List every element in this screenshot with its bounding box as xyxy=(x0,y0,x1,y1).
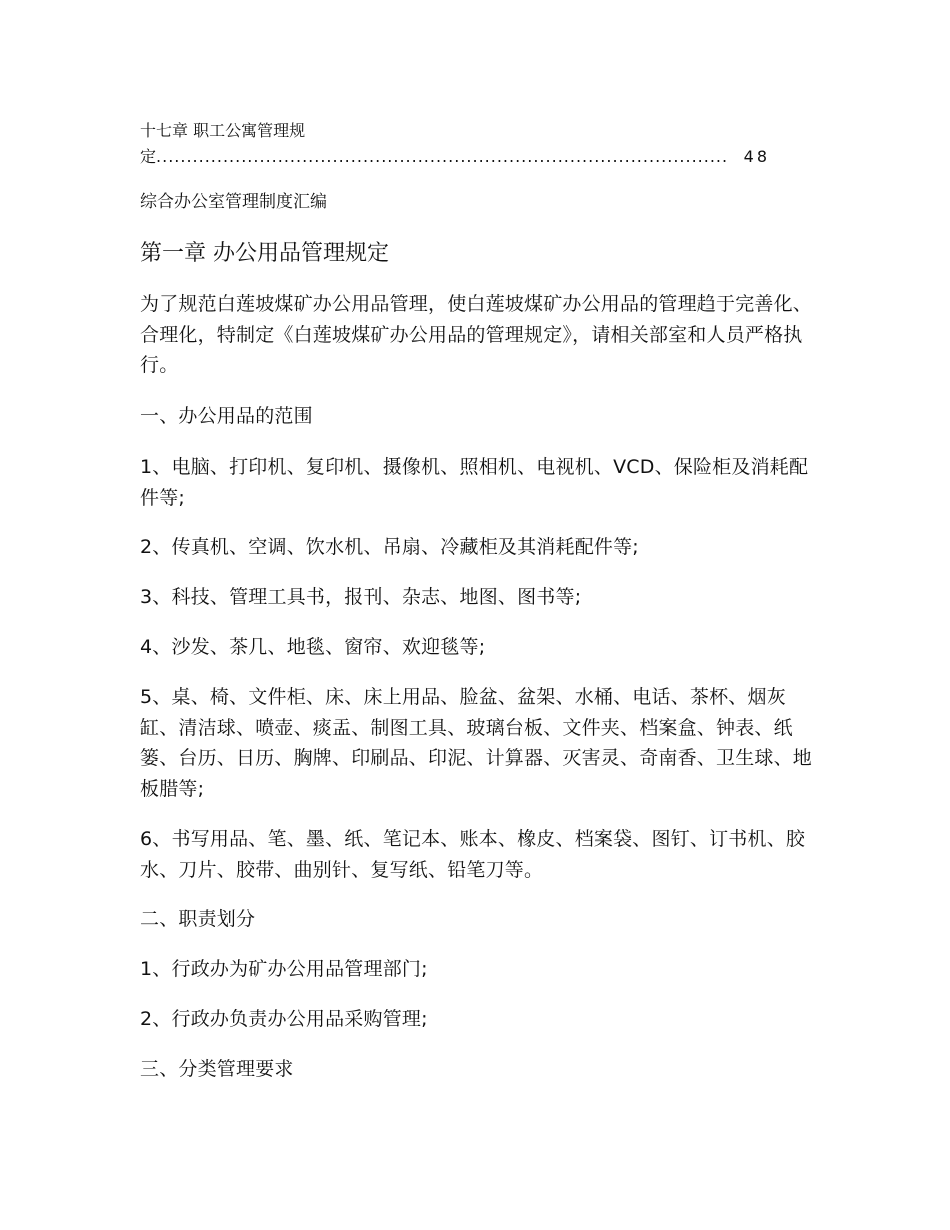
list-item: 3、科技、管理工具书，报刊、杂志、地图、图书等; xyxy=(140,586,582,608)
section-heading: 二、职责划分 xyxy=(140,908,256,930)
toc-entry[interactable] xyxy=(140,118,770,170)
list-item: 1、电脑、打印机、复印机、摄像机、照相机、电视机、VCD、保险柜及消耗配件等; xyxy=(140,456,809,509)
toc-entry-title-cont: 定 xyxy=(140,147,157,166)
section-heading: 一、办公用品的范围 xyxy=(140,405,313,427)
list-item: 2、传真机、空调、饮水机、吊扇、冷藏柜及其消耗配件等; xyxy=(140,536,639,558)
compilation-title: 综合办公室管理制度汇编 xyxy=(140,192,327,212)
intro-paragraph: 为了规范白莲坡煤矿办公用品管理，使白莲坡煤矿办公用品的管理趋于完善化、合理化，特制定《白莲坡煤矿办公用品的管理规定》，请相关部室和人员严格执行。 xyxy=(140,293,813,376)
chapter-title: 第一章 办公用品管理规定 xyxy=(140,241,389,266)
list-item: 6、书写用品、笔、墨、纸、笔记本、账本、橡皮、档案袋、图钉、订书机、胶水、刀片、胶带、曲别针、复写纸、铅笔刀等。 xyxy=(140,828,806,881)
list-item: 2、行政办负责办公用品采购管理; xyxy=(140,1008,428,1030)
toc-page-number: 48 xyxy=(743,147,770,166)
list-item: 1、行政办为矿办公用品管理部门; xyxy=(140,958,428,980)
toc-entry-line xyxy=(140,144,770,170)
list-item: 4、沙发、茶几、地毯、窗帘、欢迎毯等; xyxy=(140,636,486,658)
section-heading: 三、分类管理要求 xyxy=(140,1058,294,1080)
list-item: 5、桌、椅、文件柜、床、床上用品、脸盆、盆架、水桶、电话、茶杯、烟灰缸、清洁球、喷壶、痰盂、制图工具、玻璃台板、文件夹、档案盒、钟表、纸篓、台历、日历、胸牌、印刷品、印泥、计算器、灭害灵、奇南香、卫生球、地板腊等; xyxy=(140,686,813,800)
toc-entry-title: 十七章 职工公寓管理规 xyxy=(140,121,306,140)
toc-leader-dots: .............................................................................................. xyxy=(156,147,729,166)
